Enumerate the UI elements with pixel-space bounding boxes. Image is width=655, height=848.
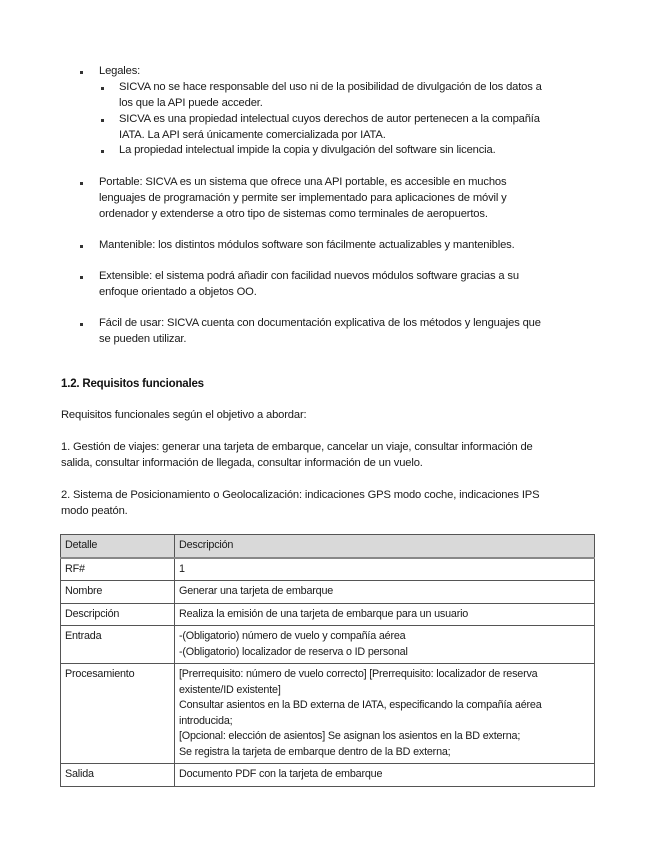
row-value-line: -(Obligatorio) número de vuelo y compañía aérea	[179, 630, 406, 642]
extensible-line-1: Extensible: el sistema podrá añadir con facilidad nuevos módulos software gracias a su	[99, 270, 519, 282]
legales-item-1-line-1: SICVA no se hace responsable del uso ni de la posibilidad de divulgación de los datos a	[119, 81, 542, 93]
facil-line-1: Fácil de usar: SICVA cuenta con documentación explicativa de los métodos y lenguajes que	[99, 317, 541, 329]
paragraph-1-line-2: salida, consultar información de llegada, consultar información de un vuelo.	[61, 457, 423, 469]
requirement-table	[60, 534, 595, 787]
table-header-row	[61, 535, 595, 558]
header-descripcion: Descripción	[175, 535, 595, 558]
row-label: Entrada	[61, 626, 175, 664]
facil-line-2: se pueden utilizar.	[99, 333, 187, 345]
row-label: Descripción	[61, 603, 175, 626]
row-label: Salida	[61, 764, 175, 787]
legales-item-2-line-2: IATA. La API será únicamente comercializada por IATA.	[119, 129, 386, 141]
row-value-line: Generar una tarjeta de embarque	[179, 585, 334, 597]
table-row	[61, 581, 595, 604]
table-row	[61, 664, 595, 764]
bullet-icon	[80, 182, 83, 185]
bullet-icon	[80, 323, 83, 326]
row-value	[175, 626, 595, 664]
bullet-legales-label: Legales:	[99, 65, 141, 77]
mantenible-line-1: Mantenible: los distintos módulos software son fácilmente actualizables y mantenibles.	[99, 239, 515, 251]
row-value-line: -(Obligatorio) localizador de reserva o ID personal	[179, 645, 408, 658]
row-value-line: introducida;	[179, 714, 233, 727]
row-value-line: [Prerrequisito: número de vuelo correcto] [Prerrequisito: localizador de reserva	[179, 668, 538, 680]
legales-item-2-line-1: SICVA es una propiedad intelectual cuyos derechos de autor pertenecen a la compañía	[119, 113, 540, 125]
row-value-line: 1	[179, 562, 185, 575]
row-value-line: existente/ID existente]	[179, 683, 281, 696]
table-row	[61, 626, 595, 664]
row-value	[175, 603, 595, 626]
portable-line-3: ordenador y extenderse a otro tipo de sistemas como terminales de aeropuertos.	[99, 208, 488, 220]
row-label: Procesamiento	[61, 664, 175, 764]
section-heading: 1.2. Requisitos funcionales	[61, 378, 204, 390]
row-value-line: Consultar asientos en la BD externa de IATA, especificando la compañía aérea	[179, 699, 542, 711]
section-intro: Requisitos funcionales según el objetivo a abordar:	[61, 409, 307, 421]
extensible-line-2: enfoque orientado a objetos OO.	[99, 286, 257, 298]
header-detalle: Detalle	[61, 535, 175, 558]
bullet-icon	[80, 245, 83, 248]
bullet-icon	[101, 150, 104, 153]
table-row	[61, 603, 595, 626]
row-value-line: Se registra la tarjeta de embarque dentro de la BD externa;	[179, 745, 451, 758]
bullet-icon	[101, 87, 104, 90]
bullet-icon	[80, 71, 83, 74]
row-value-line: [Opcional: elección de asientos] Se asignan los asientos en la BD externa;	[179, 730, 521, 742]
portable-line-2: lenguajes de programación y permite ser implementado para aplicaciones de móvil y	[99, 192, 507, 204]
row-label: RF#	[61, 558, 175, 581]
bullet-icon	[80, 276, 83, 279]
paragraph-2-line-1: 2. Sistema de Posicionamiento o Geolocalización: indicaciones GPS modo coche, indicaciones IPS	[61, 489, 540, 501]
paragraph-2-line-2: modo peatón.	[61, 505, 128, 517]
legales-item-1-line-2: los que la API puede acceder.	[119, 97, 263, 109]
row-value	[175, 664, 595, 764]
portable-line-1: Portable: SICVA es un sistema que ofrece una API portable, es accesible en muchos	[99, 176, 507, 188]
legales-item-3-line-1: La propiedad intelectual impide la copia y divulgación del software sin licencia.	[119, 144, 496, 156]
table-row	[61, 764, 595, 787]
row-value	[175, 558, 595, 581]
bullet-icon	[101, 119, 104, 122]
row-value	[175, 764, 595, 787]
row-value-line: Documento PDF con la tarjeta de embarque	[179, 768, 383, 780]
row-value-line: Realiza la emisión de una tarjeta de embarque para un usuario	[179, 607, 469, 620]
row-value	[175, 581, 595, 604]
row-label: Nombre	[61, 581, 175, 604]
table-row	[61, 558, 595, 581]
paragraph-1-line-1: 1. Gestión de viajes: generar una tarjeta de embarque, cancelar un viaje, consultar información de	[61, 441, 533, 453]
